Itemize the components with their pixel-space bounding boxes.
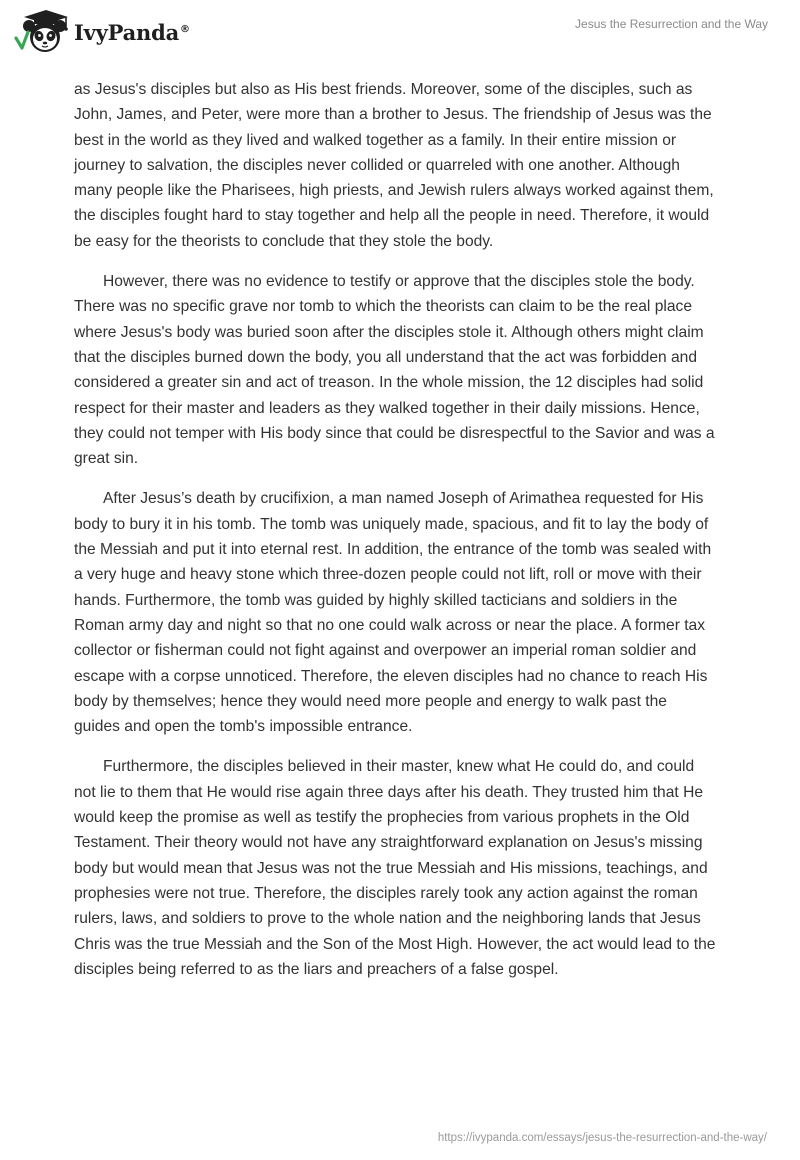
page-header — [0, 0, 800, 70]
paragraph-3: After Jesus’s death by crucifixion, a man named Joseph of Arimathea requested for His body to bury it in his tomb. The tomb was uniquely made, spacious, and fit to lay the body of the Messiah and put it into eternal rest. In addition, the entrance of the tomb was sealed with a very huge and heavy stone which three-dozen people could not lift, roll or move with their hands. Furthermore, the tomb was guided by highly skilled tacticians and soldiers in the Roman army day and night so that no one could walk across or near the place. A former tax collector or fisherman could not fight against and overpower an imperial roman soldier and escape with a corpse unnoticed. Therefore, the eleven disciples had no chance to reach His body by themselves; hence they would need more people and energy to walk past the guides and open the tomb's impossible entrance. — [74, 490, 712, 736]
document-title: Jesus the Resurrection and the Way — [575, 17, 768, 31]
essay-body — [74, 77, 716, 997]
registered-mark: ® — [180, 23, 190, 35]
paragraph-2: However, there was no evidence to testify or approve that the disciples stole the body. There was no specific grave nor tomb to which the theorists can claim to be the real place where Jesus's body was buried soon after the disciples stole it. Although others might claim that the disciples burned down the body, you all understand that the act was forbidden and considered a greater sin and act of treason. In the whole mission, the 12 disciples had solid respect for their master and leaders as they walked together in their daily missions. Hence, they could not temper with His body since that could be disrespectful to the Savior and was a great sin. — [74, 273, 715, 468]
source-url[interactable]: https://ivypanda.com/essays/jesus-the-resurrection-and-the-way/ — [437, 1132, 767, 1144]
panda-logo-icon — [14, 8, 70, 54]
brand-name: IvyPanda® — [74, 19, 190, 45]
paragraph-1: as Jesus's disciples but also as His best friends. Moreover, some of the disciples, such as John, James, and Peter, were more than a brother to Jesus. The friendship of Jesus was the best in the world as they lived and walked together as a family. In their entire mission or journey to salvation, the disciples never collided or quarreled with one another. Although many people like the Pharisees, high priests, and Jewish rulers always worked against them, the disciples fought hard to stay together and help all the people in need. Therefore, it would be easy for the theorists to conclude that they stole the body. — [74, 81, 714, 250]
paragraph-4: Furthermore, the disciples believed in their master, knew what He could do, and could not lie to them that He would rise again three days after his death. They trusted him that He would keep the promise as well as testify the prophecies from various prophets in the Old Testament. Their theory would not have any straightforward explanation on Jesus's missing body but would mean that Jesus was not the true Messiah and His missions, teachings, and prophesies were not true. Therefore, the disciples rarely took any action against the roman rulers, laws, and soldiers to prove to the whole nation and the neighboring lands that Jesus Chris was the true Messiah and the Son of the Most High. However, the act would lead to the disciples being referred to as the liars and preachers of a false gospel. — [74, 758, 716, 978]
ivypanda-logo[interactable] — [14, 8, 190, 54]
